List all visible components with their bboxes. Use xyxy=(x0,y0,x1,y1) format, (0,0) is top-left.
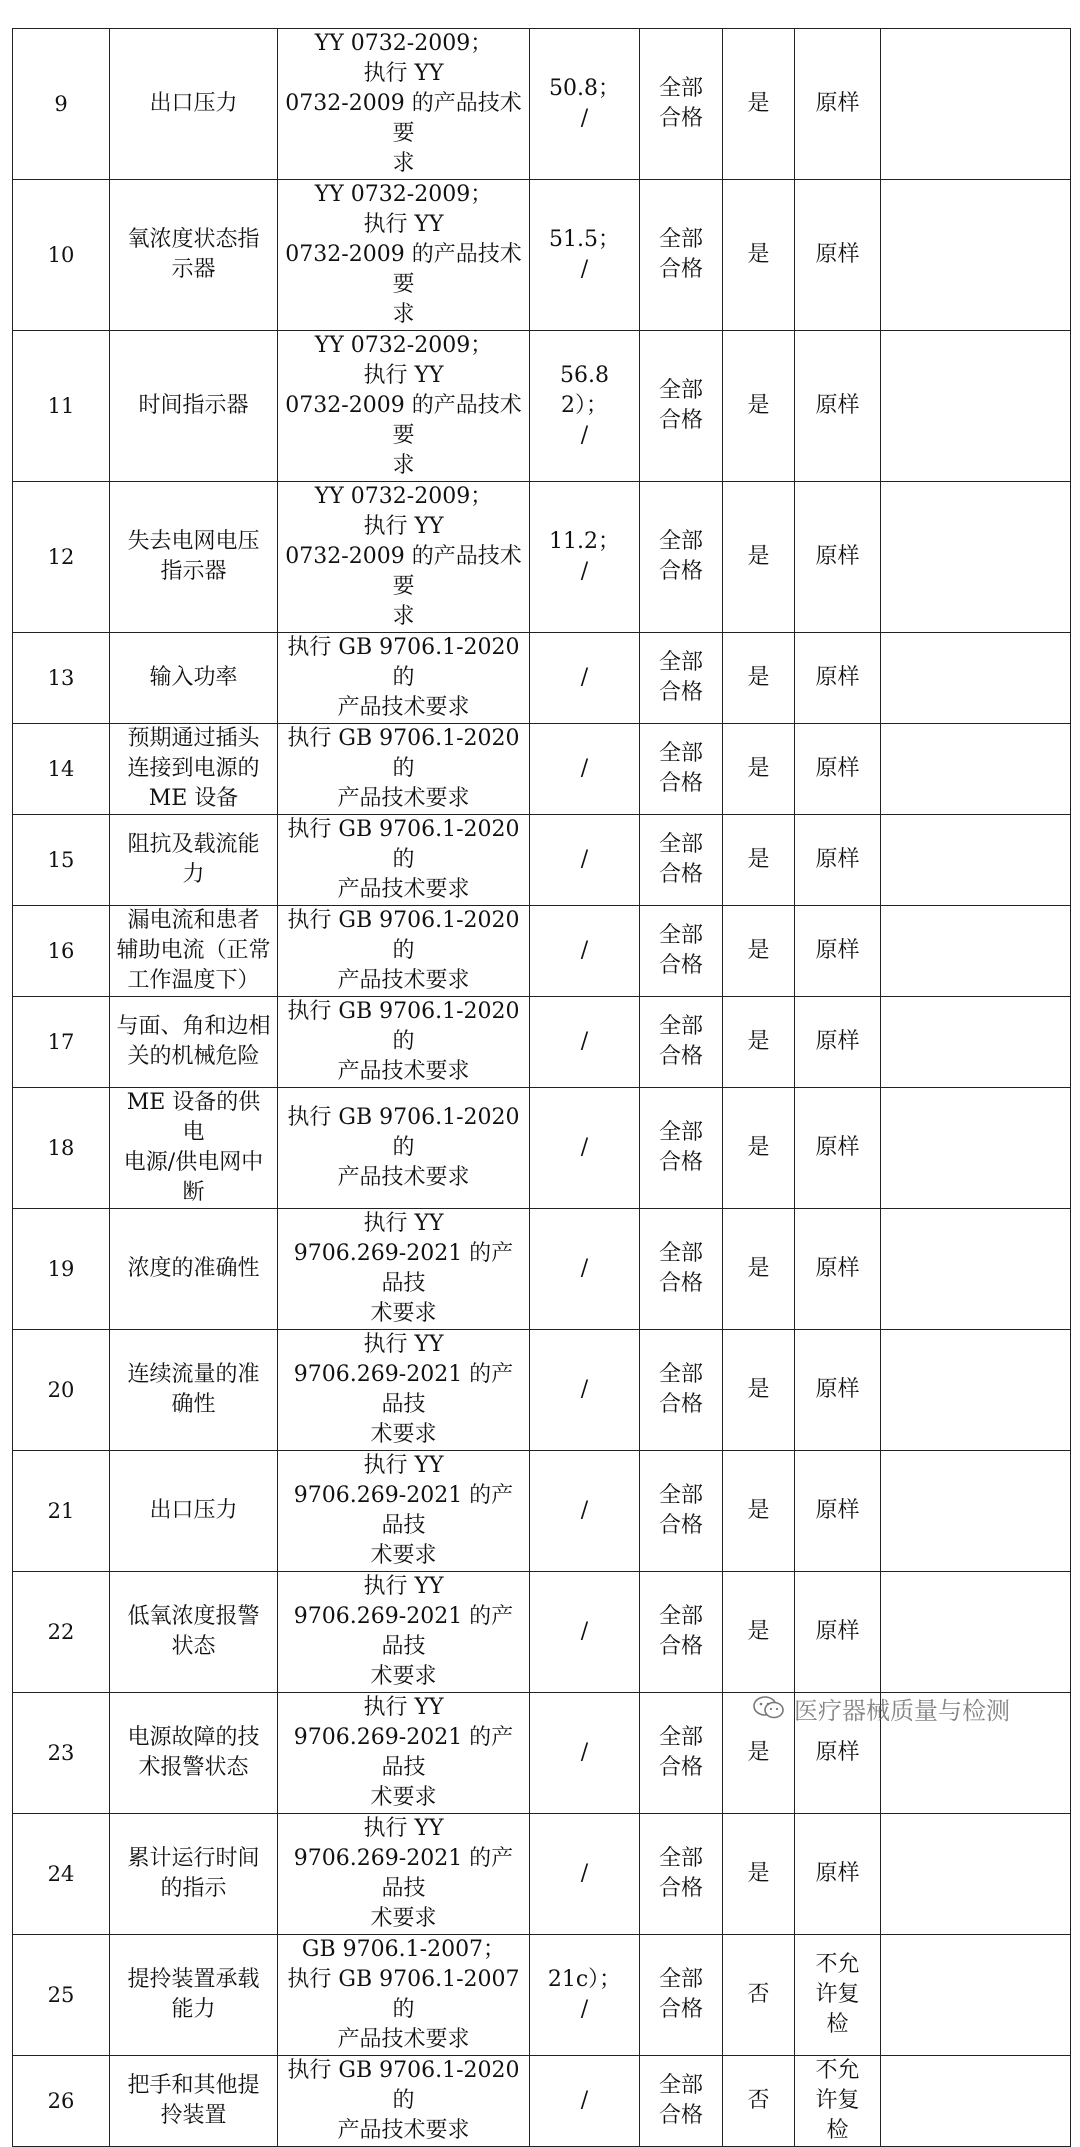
conclusion-cell xyxy=(723,724,795,815)
note-cell xyxy=(795,1451,881,1572)
table-row xyxy=(13,1088,1071,1209)
test-item-cell-text: 阻抗及载流能 力 xyxy=(127,832,260,887)
standard-cell xyxy=(278,1814,530,1935)
test-item-cell xyxy=(110,1693,278,1814)
extra-cell xyxy=(881,1330,1071,1451)
row-number-cell-text: 12 xyxy=(47,545,75,569)
conclusion-cell-text: 是 xyxy=(747,1861,770,1886)
standard-cell-text: 执行 GB 9706.1-2020 的 产品技术要求 xyxy=(287,1105,520,1190)
row-number-cell xyxy=(13,1209,110,1330)
note-cell xyxy=(795,331,881,482)
clause-cell xyxy=(530,29,640,180)
result-cell xyxy=(640,1814,723,1935)
row-number-cell xyxy=(13,1935,110,2056)
conclusion-cell xyxy=(723,29,795,180)
test-item-cell-text: 提拎装置承载 能力 xyxy=(127,1967,260,2022)
standard-cell-text: 执行 YY 9706.269-2021 的产品技 术要求 xyxy=(293,1211,514,1326)
clause-cell xyxy=(530,1451,640,1572)
conclusion-cell-text: 是 xyxy=(747,1740,770,1765)
result-cell-text: 全部 合格 xyxy=(658,1362,703,1417)
note-cell-text: 原样 xyxy=(815,1740,860,1765)
result-cell xyxy=(640,29,723,180)
note-cell-text: 原样 xyxy=(815,1377,860,1402)
note-cell xyxy=(795,29,881,180)
test-item-cell-text: 氧浓度状态指 示器 xyxy=(127,227,260,282)
table-row xyxy=(13,1330,1071,1451)
extra-cell xyxy=(881,180,1071,331)
note-cell xyxy=(795,482,881,633)
test-item-cell-text: 漏电流和患者 辅助电流（正常 工作温度下） xyxy=(116,908,271,993)
result-cell-text: 全部 合格 xyxy=(658,378,703,433)
note-cell-text: 不允 许复 检 xyxy=(815,1952,860,2037)
clause-cell-text: / xyxy=(580,1029,589,1054)
row-number-cell-text: 21 xyxy=(47,1499,75,1523)
result-cell xyxy=(640,1451,723,1572)
standard-cell-text: 执行 GB 9706.1-2020 的 产品技术要求 xyxy=(287,635,520,720)
conclusion-cell xyxy=(723,1088,795,1209)
note-cell-text: 原样 xyxy=(815,1256,860,1281)
table-row xyxy=(13,815,1071,906)
clause-cell xyxy=(530,482,640,633)
extra-cell xyxy=(881,1451,1071,1572)
conclusion-cell-text: 否 xyxy=(747,2088,770,2113)
row-number-cell-text: 19 xyxy=(47,1257,75,1281)
note-cell xyxy=(795,1935,881,2056)
table-row xyxy=(13,1814,1071,1935)
standard-cell xyxy=(278,1935,530,2056)
clause-cell xyxy=(530,1572,640,1693)
note-cell xyxy=(795,633,881,724)
clause-cell xyxy=(530,724,640,815)
note-cell-text: 原样 xyxy=(815,393,860,418)
table-row xyxy=(13,1451,1071,1572)
row-number-cell-text: 18 xyxy=(47,1136,75,1160)
note-cell-text: 原样 xyxy=(815,242,860,267)
standard-cell-text: YY 0732-2009； 执行 YY 0732-2009 的产品技术要 求 xyxy=(285,333,522,478)
test-item-cell-text: 累计运行时间 的指示 xyxy=(127,1846,260,1901)
standard-cell xyxy=(278,1330,530,1451)
conclusion-cell xyxy=(723,2056,795,2147)
inspection-results-table xyxy=(12,28,1071,2147)
result-cell xyxy=(640,1935,723,2056)
row-number-cell-text: 24 xyxy=(47,1862,75,1886)
standard-cell xyxy=(278,1088,530,1209)
clause-cell-text: / xyxy=(580,756,589,781)
standard-cell xyxy=(278,1209,530,1330)
standard-cell xyxy=(278,331,530,482)
test-item-cell xyxy=(110,815,278,906)
clause-cell-text: 56.8 2）； / xyxy=(560,363,609,448)
clause-cell xyxy=(530,1088,640,1209)
clause-cell-text: 50.8； / xyxy=(549,76,620,131)
result-cell-text: 全部 合格 xyxy=(658,1483,703,1538)
standard-cell-text: 执行 YY 9706.269-2021 的产品技 术要求 xyxy=(293,1816,514,1931)
standard-cell xyxy=(278,815,530,906)
extra-cell xyxy=(881,482,1071,633)
extra-cell xyxy=(881,2056,1071,2147)
conclusion-cell xyxy=(723,1209,795,1330)
note-cell xyxy=(795,1330,881,1451)
conclusion-cell xyxy=(723,1451,795,1572)
standard-cell-text: 执行 YY 9706.269-2021 的产品技 术要求 xyxy=(293,1574,514,1689)
conclusion-cell-text: 是 xyxy=(747,393,770,418)
result-cell xyxy=(640,482,723,633)
table-row xyxy=(13,1572,1071,1693)
result-cell-text: 全部 合格 xyxy=(658,76,703,131)
result-cell xyxy=(640,1088,723,1209)
test-item-cell-text: 与面、角和边相 关的机械危险 xyxy=(116,1014,271,1069)
result-cell-text: 全部 合格 xyxy=(658,1967,703,2022)
standard-cell-text: 执行 GB 9706.1-2020 的 产品技术要求 xyxy=(287,726,520,811)
row-number-cell-text: 9 xyxy=(54,92,68,116)
conclusion-cell-text: 是 xyxy=(747,847,770,872)
row-number-cell xyxy=(13,633,110,724)
test-item-cell-text: 把手和其他提 拎装置 xyxy=(127,2073,260,2128)
conclusion-cell xyxy=(723,997,795,1088)
standard-cell xyxy=(278,906,530,997)
test-item-cell-text: 预期通过插头 连接到电源的 ME 设备 xyxy=(127,726,260,811)
result-cell-text: 全部 合格 xyxy=(658,1014,703,1069)
table-row xyxy=(13,331,1071,482)
clause-cell xyxy=(530,1330,640,1451)
note-cell xyxy=(795,2056,881,2147)
result-cell-text: 全部 合格 xyxy=(658,1725,703,1780)
clause-cell xyxy=(530,1935,640,2056)
result-cell-text: 全部 合格 xyxy=(658,923,703,978)
clause-cell-text: / xyxy=(580,665,589,690)
test-item-cell-text: 失去电网电压 指示器 xyxy=(127,529,260,584)
note-cell-text: 原样 xyxy=(815,1135,860,1160)
standard-cell xyxy=(278,482,530,633)
clause-cell xyxy=(530,1693,640,1814)
extra-cell xyxy=(881,1935,1071,2056)
clause-cell-text: / xyxy=(580,1377,589,1402)
row-number-cell-text: 22 xyxy=(47,1620,75,1644)
row-number-cell xyxy=(13,331,110,482)
clause-cell xyxy=(530,1209,640,1330)
table-row xyxy=(13,633,1071,724)
clause-cell-text: / xyxy=(580,1861,589,1886)
conclusion-cell xyxy=(723,1935,795,2056)
test-item-cell xyxy=(110,482,278,633)
standard-cell xyxy=(278,180,530,331)
note-cell-text: 原样 xyxy=(815,847,860,872)
row-number-cell xyxy=(13,1088,110,1209)
note-cell-text: 原样 xyxy=(815,665,860,690)
note-cell-text: 原样 xyxy=(815,756,860,781)
standard-cell-text: 执行 GB 9706.1-2020 的 产品技术要求 xyxy=(287,817,520,902)
table-row xyxy=(13,482,1071,633)
extra-cell xyxy=(881,1814,1071,1935)
result-cell-text: 全部 合格 xyxy=(658,1604,703,1659)
clause-cell xyxy=(530,906,640,997)
result-cell-text: 全部 合格 xyxy=(658,529,703,584)
row-number-cell xyxy=(13,724,110,815)
note-cell xyxy=(795,997,881,1088)
conclusion-cell xyxy=(723,482,795,633)
test-item-cell xyxy=(110,1209,278,1330)
row-number-cell xyxy=(13,29,110,180)
row-number-cell-text: 20 xyxy=(47,1378,75,1402)
clause-cell-text: / xyxy=(580,938,589,963)
conclusion-cell xyxy=(723,906,795,997)
conclusion-cell-text: 否 xyxy=(747,1982,770,2007)
standard-cell-text: YY 0732-2009； 执行 YY 0732-2009 的产品技术要 求 xyxy=(285,31,522,176)
row-number-cell-text: 16 xyxy=(47,939,75,963)
clause-cell xyxy=(530,180,640,331)
extra-cell xyxy=(881,633,1071,724)
note-cell xyxy=(795,1088,881,1209)
extra-cell xyxy=(881,1088,1071,1209)
note-cell xyxy=(795,1209,881,1330)
clause-cell-text: / xyxy=(580,1135,589,1160)
extra-cell xyxy=(881,29,1071,180)
row-number-cell xyxy=(13,1451,110,1572)
watermark xyxy=(752,1690,1010,1726)
note-cell xyxy=(795,815,881,906)
test-item-cell-text: 出口压力 xyxy=(149,91,238,116)
row-number-cell-text: 15 xyxy=(47,848,75,872)
extra-cell xyxy=(881,331,1071,482)
extra-cell xyxy=(881,724,1071,815)
clause-cell-text: / xyxy=(580,2088,589,2113)
result-cell xyxy=(640,1572,723,1693)
table-row xyxy=(13,906,1071,997)
test-item-cell-text: 时间指示器 xyxy=(138,393,249,418)
conclusion-cell xyxy=(723,633,795,724)
table-row xyxy=(13,2056,1071,2147)
conclusion-cell xyxy=(723,1330,795,1451)
clause-cell-text: / xyxy=(580,1740,589,1765)
note-cell xyxy=(795,1814,881,1935)
test-item-cell xyxy=(110,29,278,180)
result-cell-text: 全部 合格 xyxy=(658,650,703,705)
row-number-cell-text: 10 xyxy=(47,243,75,267)
result-cell xyxy=(640,1693,723,1814)
table-body xyxy=(13,29,1071,2147)
row-number-cell-text: 11 xyxy=(47,394,75,418)
conclusion-cell xyxy=(723,1814,795,1935)
watermark-text: 医疗器械质量与检测 xyxy=(794,1696,1010,1725)
conclusion-cell-text: 是 xyxy=(747,91,770,116)
note-cell xyxy=(795,180,881,331)
conclusion-cell-text: 是 xyxy=(747,1029,770,1054)
extra-cell xyxy=(881,815,1071,906)
note-cell-text: 原样 xyxy=(815,91,860,116)
standard-cell xyxy=(278,1572,530,1693)
test-item-cell xyxy=(110,1572,278,1693)
test-item-cell xyxy=(110,997,278,1088)
note-cell-text: 不允 许复 检 xyxy=(815,2058,860,2143)
row-number-cell xyxy=(13,997,110,1088)
extra-cell xyxy=(881,906,1071,997)
table-row xyxy=(13,1935,1071,2056)
row-number-cell-text: 13 xyxy=(47,666,75,690)
test-item-cell xyxy=(110,331,278,482)
result-cell xyxy=(640,1330,723,1451)
row-number-cell-text: 23 xyxy=(47,1741,75,1765)
note-cell xyxy=(795,724,881,815)
conclusion-cell xyxy=(723,180,795,331)
note-cell xyxy=(795,906,881,997)
conclusion-cell-text: 是 xyxy=(747,665,770,690)
conclusion-cell-text: 是 xyxy=(747,1619,770,1644)
extra-cell xyxy=(881,1209,1071,1330)
test-item-cell xyxy=(110,633,278,724)
note-cell xyxy=(795,1572,881,1693)
note-cell-text: 原样 xyxy=(815,1029,860,1054)
note-cell-text: 原样 xyxy=(815,1861,860,1886)
test-item-cell xyxy=(110,180,278,331)
standard-cell xyxy=(278,1451,530,1572)
row-number-cell xyxy=(13,482,110,633)
result-cell xyxy=(640,906,723,997)
standard-cell-text: 执行 GB 9706.1-2020 的 产品技术要求 xyxy=(287,999,520,1084)
standard-cell xyxy=(278,997,530,1088)
wechat-icon xyxy=(752,1695,786,1721)
clause-cell xyxy=(530,2056,640,2147)
test-item-cell-text: 低氧浓度报警 状态 xyxy=(127,1604,260,1659)
result-cell xyxy=(640,633,723,724)
conclusion-cell xyxy=(723,1572,795,1693)
standard-cell-text: 执行 YY 9706.269-2021 的产品技 术要求 xyxy=(293,1332,514,1447)
clause-cell xyxy=(530,815,640,906)
test-item-cell xyxy=(110,724,278,815)
row-number-cell xyxy=(13,1572,110,1693)
note-cell-text: 原样 xyxy=(815,544,860,569)
result-cell xyxy=(640,2056,723,2147)
conclusion-cell-text: 是 xyxy=(747,242,770,267)
standard-cell-text: GB 9706.1-2007； 执行 GB 9706.1-2007 的 产品技术要求 xyxy=(287,1937,520,2052)
result-cell xyxy=(640,724,723,815)
table-row xyxy=(13,180,1071,331)
test-item-cell xyxy=(110,1451,278,1572)
standard-cell xyxy=(278,1693,530,1814)
row-number-cell-text: 25 xyxy=(47,1983,75,2007)
clause-cell xyxy=(530,1814,640,1935)
extra-cell xyxy=(881,1572,1071,1693)
note-cell-text: 原样 xyxy=(815,1498,860,1523)
result-cell-text: 全部 合格 xyxy=(658,741,703,796)
note-cell-text: 原样 xyxy=(815,1619,860,1644)
row-number-cell xyxy=(13,1330,110,1451)
result-cell xyxy=(640,331,723,482)
conclusion-cell-text: 是 xyxy=(747,1377,770,1402)
test-item-cell-text: 浓度的准确性 xyxy=(127,1256,260,1281)
table-row xyxy=(13,997,1071,1088)
row-number-cell xyxy=(13,1814,110,1935)
clause-cell-text: / xyxy=(580,847,589,872)
row-number-cell xyxy=(13,180,110,331)
conclusion-cell xyxy=(723,331,795,482)
table-row xyxy=(13,724,1071,815)
test-item-cell-text: ME 设备的供电 电源/供电网中 断 xyxy=(123,1090,264,1205)
standard-cell-text: YY 0732-2009； 执行 YY 0732-2009 的产品技术要 求 xyxy=(285,182,522,327)
standard-cell xyxy=(278,724,530,815)
test-item-cell xyxy=(110,906,278,997)
row-number-cell xyxy=(13,1693,110,1814)
clause-cell-text: 51.5； / xyxy=(549,227,620,282)
result-cell-text: 全部 合格 xyxy=(658,2073,703,2128)
result-cell xyxy=(640,1209,723,1330)
result-cell xyxy=(640,180,723,331)
row-number-cell xyxy=(13,815,110,906)
test-item-cell xyxy=(110,1814,278,1935)
clause-cell xyxy=(530,633,640,724)
clause-cell-text: / xyxy=(580,1498,589,1523)
test-item-cell-text: 电源故障的技 术报警状态 xyxy=(127,1725,260,1780)
test-item-cell xyxy=(110,1330,278,1451)
result-cell xyxy=(640,997,723,1088)
test-item-cell xyxy=(110,1935,278,2056)
test-item-cell-text: 输入功率 xyxy=(149,665,238,690)
result-cell-text: 全部 合格 xyxy=(658,1846,703,1901)
standard-cell-text: YY 0732-2009； 执行 YY 0732-2009 的产品技术要 求 xyxy=(285,484,522,629)
test-item-cell xyxy=(110,1088,278,1209)
conclusion-cell xyxy=(723,815,795,906)
conclusion-cell-text: 是 xyxy=(747,544,770,569)
clause-cell-text: / xyxy=(580,1619,589,1644)
standard-cell-text: 执行 YY 9706.269-2021 的产品技 术要求 xyxy=(293,1695,514,1810)
table-row xyxy=(13,1209,1071,1330)
result-cell-text: 全部 合格 xyxy=(658,1241,703,1296)
extra-cell xyxy=(881,997,1071,1088)
row-number-cell-text: 26 xyxy=(47,2089,75,2113)
standard-cell-text: 执行 YY 9706.269-2021 的产品技 术要求 xyxy=(293,1453,514,1568)
test-item-cell-text: 连续流量的准 确性 xyxy=(127,1362,260,1417)
test-item-cell xyxy=(110,2056,278,2147)
clause-cell-text: 11.2； / xyxy=(549,529,620,584)
table-row xyxy=(13,29,1071,180)
standard-cell-text: 执行 GB 9706.1-2020 的 产品技术要求 xyxy=(287,2058,520,2143)
result-cell-text: 全部 合格 xyxy=(658,227,703,282)
conclusion-cell-text: 是 xyxy=(747,1498,770,1523)
conclusion-cell-text: 是 xyxy=(747,756,770,781)
row-number-cell xyxy=(13,906,110,997)
row-number-cell xyxy=(13,2056,110,2147)
standard-cell xyxy=(278,29,530,180)
clause-cell-text: 21c）； / xyxy=(547,1967,622,2022)
row-number-cell-text: 14 xyxy=(47,757,75,781)
test-item-cell-text: 出口压力 xyxy=(149,1498,238,1523)
clause-cell xyxy=(530,997,640,1088)
result-cell-text: 全部 合格 xyxy=(658,832,703,887)
conclusion-cell-text: 是 xyxy=(747,1256,770,1281)
note-cell-text: 原样 xyxy=(815,938,860,963)
result-cell xyxy=(640,815,723,906)
clause-cell-text: / xyxy=(580,1256,589,1281)
standard-cell xyxy=(278,633,530,724)
conclusion-cell-text: 是 xyxy=(747,938,770,963)
standard-cell-text: 执行 GB 9706.1-2020 的 产品技术要求 xyxy=(287,908,520,993)
standard-cell xyxy=(278,2056,530,2147)
clause-cell xyxy=(530,331,640,482)
result-cell-text: 全部 合格 xyxy=(658,1120,703,1175)
conclusion-cell-text: 是 xyxy=(747,1135,770,1160)
row-number-cell-text: 17 xyxy=(47,1030,75,1054)
